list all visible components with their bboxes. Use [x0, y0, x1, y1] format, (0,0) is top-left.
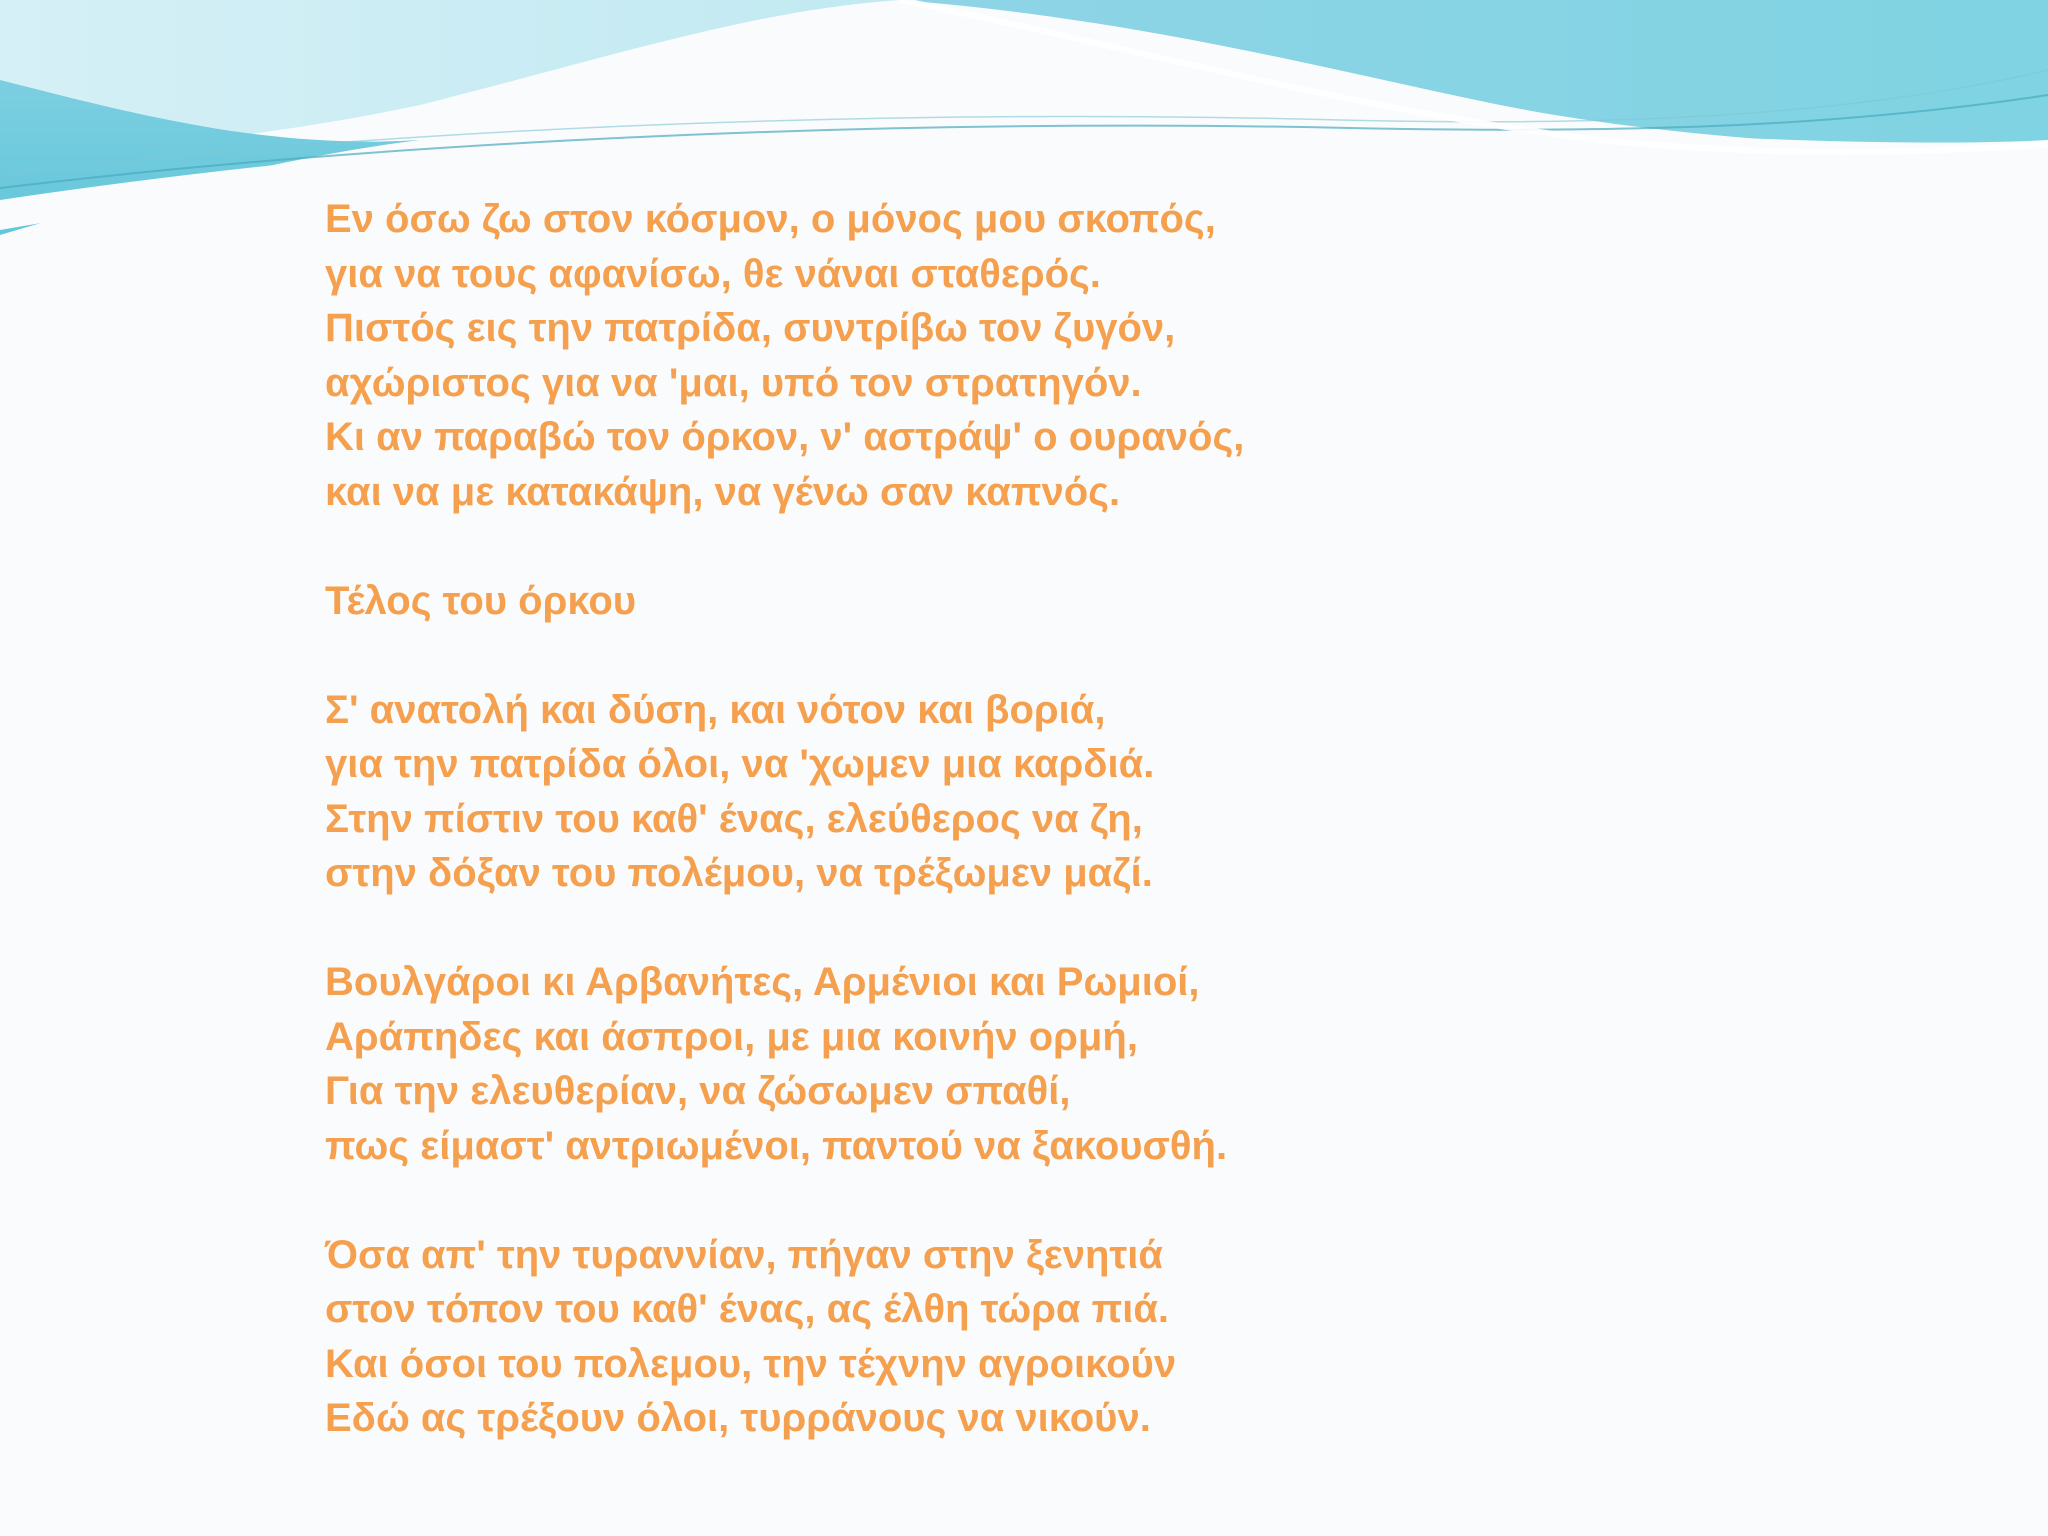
poem-line: αχώριστος για να 'μαι, υπό τον στρατηγόν.	[325, 360, 1142, 405]
poem-line: Βουλγάροι κι Αρβανήτες, Αρμένιοι και Ρωμιοί,	[325, 960, 1200, 1004]
poem-text	[325, 192, 1825, 1446]
poem-line: και να με κατακάψη, να γένω σαν καπνός.	[325, 469, 1121, 514]
poem-line: Στην πίστιν του καθ' ένας, ελεύθερος να ζη,	[325, 796, 1143, 841]
stanza-heading	[325, 574, 1825, 629]
poem-line: για την πατρίδα όλοι, να 'χωμεν μια καρδιά.	[325, 742, 1155, 786]
poem-line: στον τόπον του καθ' ένας, ας έλθη τώρα πιά.	[325, 1287, 1170, 1331]
stanza	[325, 1228, 1825, 1446]
poem-line: Εν όσω ζω στον κόσμον, ο μόνος μου σκοπός,	[325, 197, 1216, 241]
poem-line: στην δόξαν του πολέμου, να τρέξωμεν μαζί.	[325, 851, 1153, 895]
poem-line: πως είμαστ' αντριωμένοι, παντού να ξακουσθή.	[325, 1123, 1228, 1168]
stanza-oath-ending	[325, 192, 1825, 519]
poem-line: για να τους αφανίσω, θε νάναι σταθερός.	[325, 251, 1101, 296]
poem-line: Και όσοι του πολεμου, την τέχνην αγροικούν	[325, 1341, 1177, 1386]
poem-line: Κι αν παραβώ τον όρκον, ν' αστράψ' ο ουρανός,	[325, 415, 1245, 459]
poem-line: Αράπηδες και άσπροι, με μια κοινήν ορμή,	[325, 1014, 1138, 1059]
section-heading: Τέλος του όρκου	[325, 578, 637, 623]
stanza	[325, 683, 1825, 901]
poem-line: Για την ελευθερίαν, να ζώσωμεν σπαθί,	[325, 1069, 1071, 1113]
poem-line: Όσα απ' την τυραννίαν, πήγαν στην ξενητιά	[325, 1232, 1163, 1277]
poem-line: Εδώ ας τρέξουν όλοι, τυρράνους να νικούν.	[325, 1396, 1151, 1440]
stanza	[325, 955, 1825, 1173]
poem-line: Σ' ανατολή και δύση, και νότον και βοριά,	[325, 687, 1106, 732]
poem-line: Πιστός εις την πατρίδα, συντρίβω τον ζυγόν,	[325, 306, 1176, 350]
